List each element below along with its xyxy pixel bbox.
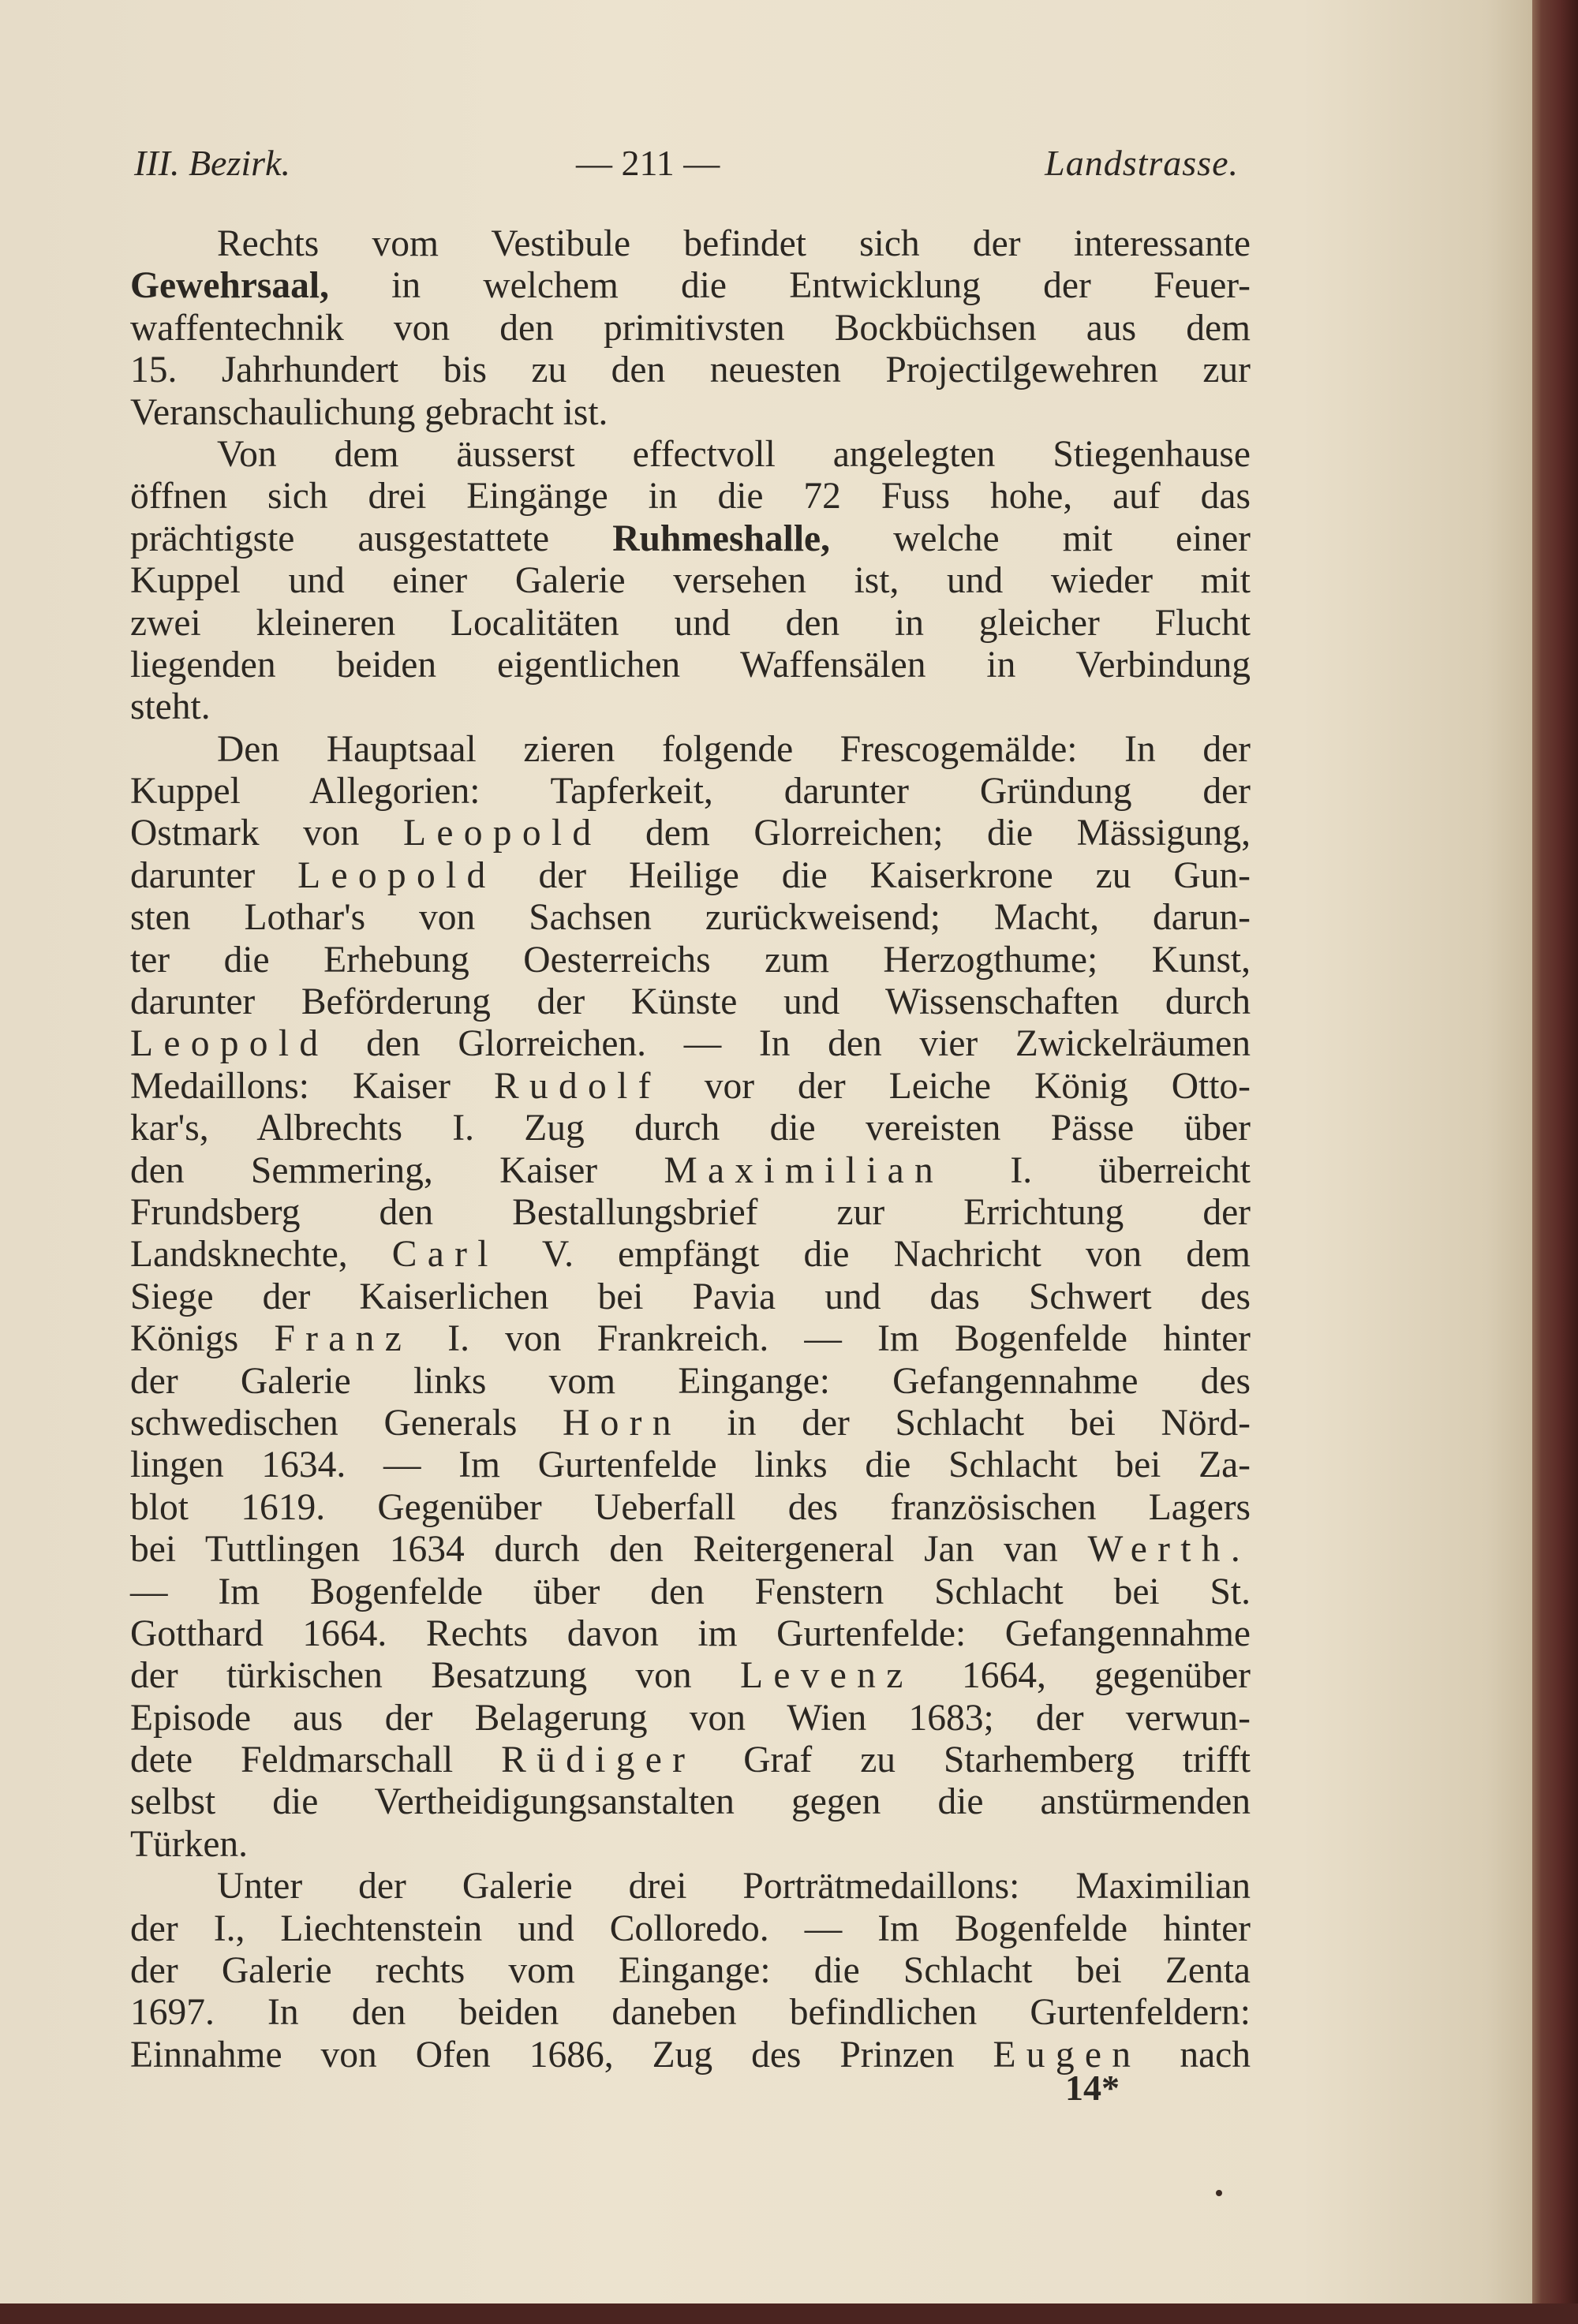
page-number: — 211 — [576, 143, 720, 183]
running-head-place: Landstrasse. [1045, 143, 1239, 183]
text-run: Werth. [1087, 1529, 1251, 1571]
text-run: Levenz [740, 1655, 914, 1697]
body-text [130, 223, 1251, 2076]
text-line [130, 1066, 1251, 1108]
text-line [130, 349, 1251, 391]
text-line [130, 1150, 1251, 1192]
text-run: welche mit einer [830, 517, 1251, 559]
text-run: Veranschaulichung gebracht ist. [130, 391, 608, 433]
text-line [130, 686, 1251, 728]
text-run: Landsknechte, [130, 1234, 392, 1276]
text-line [130, 603, 1251, 645]
text-run: der I., Liechtenstein und Colloredo. — Im Bogenfelde hinter [130, 1907, 1251, 1949]
text-line [130, 1403, 1251, 1444]
text-run: steht. [130, 686, 211, 728]
text-run: Carl [391, 1234, 499, 1276]
text-run: öffnen sich drei Eingänge in die 72 Fuss hohe, auf das [130, 476, 1251, 517]
text-run: Gotthard 1664. Rechts davon im Gurtenfelde: Gefangennahme [130, 1612, 1251, 1654]
text-line [130, 476, 1251, 517]
text-line [130, 1950, 1251, 1992]
text-line [130, 1655, 1251, 1697]
text-run: Leopold [403, 813, 602, 854]
text-run: der Heilige die Kaiserkrone zu Gun- [495, 854, 1251, 896]
text-run: Einnahme von Ofen 1686, Zug des Prinzen [130, 2034, 993, 2076]
text-run: prächtigste ausgestattete [130, 517, 613, 559]
text-run: Episode aus der Belagerung von Wien 1683; der verwun- [130, 1697, 1251, 1739]
text-line [130, 1992, 1251, 2034]
text-run: Königs [130, 1318, 275, 1360]
text-run: zwei kleineren Localitäten und den in gleicher Flucht [130, 602, 1251, 644]
text-run: Rudolf [493, 1065, 661, 1107]
text-run: Ruhmeshalle, [612, 517, 830, 559]
text-run: Horn [563, 1402, 682, 1444]
text-line [130, 560, 1251, 602]
book-bottom-edge [0, 2303, 1578, 2324]
text-run: Franz [274, 1318, 413, 1360]
text-run: 1697. In den beiden daneben befindlichen Gurtenfeldern: [130, 1992, 1251, 2034]
text-run: 15. Jahrhundert bis zu den neuesten Projectilgewehren zur [130, 349, 1251, 391]
text-run: selbst die Vertheidigungsanstalten gegen die anstürmenden [130, 1781, 1251, 1823]
text-run: Unter der Galerie drei Porträtmedaillons: Maximilian [217, 1866, 1251, 1907]
text-line [130, 1571, 1251, 1613]
text-line [130, 434, 1251, 476]
text-line [130, 1444, 1251, 1486]
text-line [130, 1108, 1251, 1149]
text-line [130, 1739, 1251, 1781]
text-run: bei Tuttlingen 1634 durch den Reitergeneral Jan van [130, 1529, 1088, 1571]
text-run: der Galerie links vom Eingange: Gefangennahme des [130, 1360, 1251, 1402]
text-run: Rechts vom Vestibule befindet sich der interessante [217, 223, 1251, 264]
text-run: I. von Frankreich. — Im Bogenfelde hinter [412, 1318, 1251, 1360]
signature-mark: 14* [1065, 2068, 1120, 2108]
text-line [130, 308, 1251, 349]
text-line [130, 1613, 1251, 1655]
text-run: Kuppel und einer Galerie versehen ist, und wieder mit [130, 560, 1251, 602]
text-line [130, 940, 1251, 981]
text-run: liegenden beiden eigentlichen Waffensälen in Verbindung [130, 644, 1251, 686]
text-line [130, 855, 1251, 897]
text-run: I. überreicht [944, 1149, 1251, 1191]
text-run: vor der Leiche König Otto- [660, 1065, 1251, 1107]
text-line [130, 897, 1251, 939]
text-run: Leopold [130, 1023, 329, 1065]
text-run: Ostmark von [130, 813, 404, 854]
text-run: der türkischen Besatzung von [130, 1655, 741, 1697]
text-run: Medaillons: Kaiser [130, 1065, 494, 1107]
text-run: schwedischen Generals [130, 1402, 563, 1444]
text-line [130, 1192, 1251, 1234]
text-line [130, 392, 1251, 434]
text-line [130, 223, 1251, 265]
text-line [130, 518, 1251, 560]
text-line [130, 1487, 1251, 1529]
text-line [130, 729, 1251, 771]
text-run: darunter Beförderung der Künste und Wissenschaften durch [130, 981, 1251, 1023]
text-run: waffentechnik von den primitivsten Bockbüchsen aus dem [130, 307, 1251, 349]
text-line [130, 981, 1251, 1023]
text-line [130, 1698, 1251, 1739]
text-run: nach [1141, 2034, 1251, 2076]
text-run: lingen 1634. — Im Gurtenfelde links die Schlacht bei Za- [130, 1444, 1251, 1486]
text-run: 1664, gegenüber [913, 1655, 1251, 1697]
text-run: Rüdiger [501, 1739, 696, 1781]
text-run: Gewehrsaal, [130, 265, 329, 307]
text-run: — Im Bogenfelde über den Fenstern Schlacht bei St. [130, 1571, 1251, 1612]
text-line [130, 1023, 1251, 1065]
text-run: in welchem die Entwicklung der Feuer- [328, 265, 1251, 307]
text-line [130, 1276, 1251, 1318]
text-line [130, 1361, 1251, 1403]
text-run: V. empfängt die Nachricht von dem [498, 1234, 1251, 1276]
book-binding-edge [1532, 0, 1578, 2324]
text-run: dem Glorreichen; die Mässigung, [601, 813, 1251, 854]
text-line [130, 645, 1251, 686]
text-run: den Semmering, Kaiser [130, 1149, 664, 1191]
text-line [130, 1781, 1251, 1823]
text-run: dete Feldmarschall [130, 1739, 502, 1781]
text-run: den Glorreichen. — In den vier Zwickelräumen [328, 1023, 1251, 1065]
text-run: Siege der Kaiserlichen bei Pavia und das Schwert des [130, 1276, 1251, 1317]
text-run: Frundsberg den Bestallungsbrief zur Errichtung der [130, 1191, 1251, 1233]
text-run: sten Lothar's von Sachsen zurückweisend; Macht, darun- [130, 897, 1251, 939]
text-run: ter die Erhebung Oesterreichs zum Herzogthume; Kunst, [130, 939, 1251, 981]
running-head-district: III. Bezirk. [134, 143, 290, 183]
text-run: der Galerie rechts vom Eingange: die Schlacht bei Zenta [130, 1950, 1251, 1992]
text-line [130, 1824, 1251, 1866]
text-run: Eugen [993, 2034, 1142, 2076]
text-run: kar's, Albrechts I. Zug durch die vereisten Pässe über [130, 1108, 1251, 1149]
text-line [130, 265, 1251, 307]
text-run: Den Hauptsaal zieren folgende Frescogemälde: In der [217, 728, 1251, 770]
text-run: Kuppel Allegorien: Tapferkeit, darunter Gründung der [130, 771, 1251, 813]
text-line [130, 1908, 1251, 1950]
text-line [130, 1529, 1251, 1571]
text-line [130, 1318, 1251, 1360]
text-run: Graf zu Starhemberg trifft [695, 1739, 1251, 1781]
text-run: Leopold [297, 854, 496, 896]
text-line [130, 1866, 1251, 1907]
text-run: Von dem äusserst effectvoll angelegten Stiegenhause [217, 433, 1251, 475]
text-run: in der Schlacht bei Nörd- [681, 1402, 1251, 1444]
text-line [130, 813, 1251, 854]
paper-speck [1216, 2190, 1222, 2196]
running-head [134, 142, 1239, 197]
text-run: Maximilian [664, 1149, 944, 1191]
text-line [130, 771, 1251, 813]
text-run: Türken. [130, 1823, 249, 1865]
text-line [130, 1234, 1251, 1276]
text-run: blot 1619. Gegenüber Ueberfall des französischen Lagers [130, 1486, 1251, 1528]
text-run: darunter [130, 854, 298, 896]
